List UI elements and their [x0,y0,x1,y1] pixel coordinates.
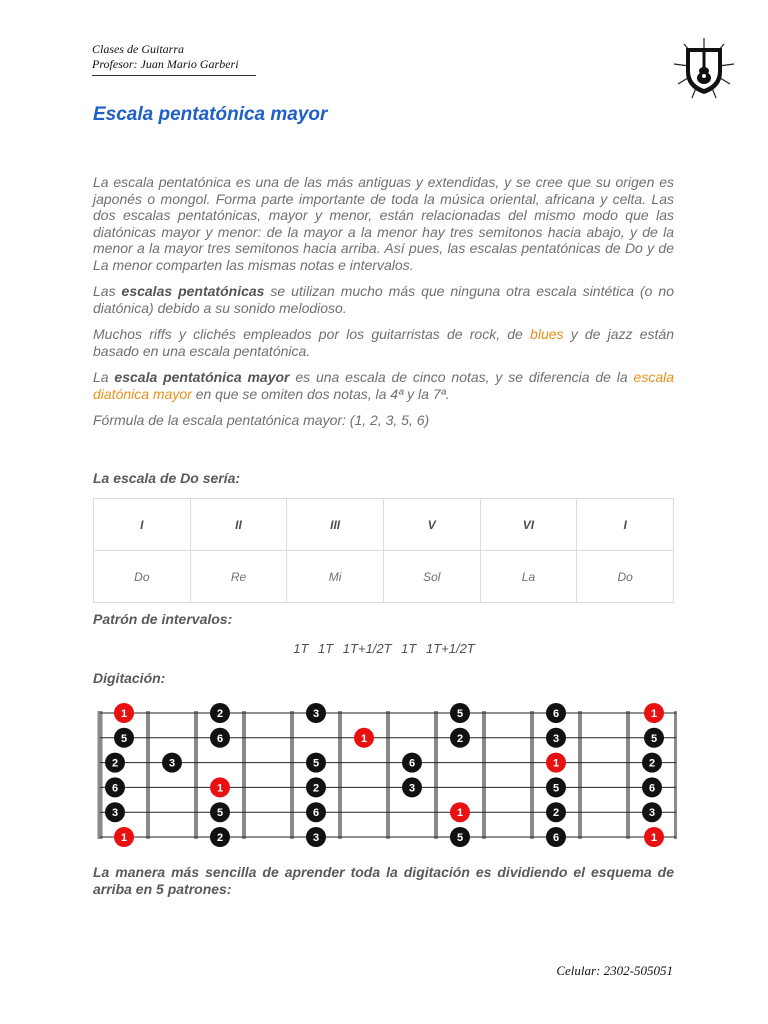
note-label: 3 [552,732,560,745]
header-course: Clases de Guitarra [92,42,185,56]
note-label: 3 [648,807,656,820]
note-label: 5 [312,757,320,770]
fret-line [146,711,150,839]
note-label: 5 [216,807,224,820]
note-label: 5 [456,708,464,720]
note-label: 3 [168,757,176,770]
note-label: 5 [456,832,464,844]
note-label: 1 [650,832,658,844]
note-label: 3 [111,807,119,820]
fret-line [338,711,342,839]
note-label: 2 [648,757,656,770]
note-label: 5 [552,782,560,795]
intro-paragraph: La escala pentatónica es una de las más antiguas y extendidas, y se cree que su origen es japonés o mongol. Forma parte importante de toda la música oriental, africana y celta. Las dos escalas pentatónicas, mayor y menor, están relacionadas del mismo modo que las diatónicas mayor y menor: de la mayor a la menor hay tres semitonos hacia abajo, y de la menor a la mayor tres semitonos hacia arriba. Así pues, las escalas pentatónicas de Do y de La menor comparten las mismas notas e intervalos. [93,174,674,273]
fret-line [578,711,582,839]
header-rule [92,75,256,76]
note-label: 1 [120,708,128,720]
fret-line [290,711,294,839]
footer-phone: Celular: 2302-505051 [556,963,673,978]
degree-cell: I [577,499,674,551]
riffs-paragraph: Muchos riffs y clichés empleados por los guitarristas de rock, de blues y de jazz están basado en una escala pentatónica. [93,326,674,359]
note-label: 1 [216,782,224,795]
note-label: 1 [552,757,560,770]
fret-line [242,711,246,839]
note-cell: Do [577,551,674,603]
note-cell: Re [190,551,287,603]
definition-paragraph: La escala pentatónica mayor es una escala de cinco notas, y se diferencia de la escala diatónica mayor en que se omiten dos notas, la 4ª y la 7ª. [93,369,675,402]
note-label: 1 [360,732,368,745]
note-label: 6 [408,757,416,770]
degree-cell: III [287,499,384,551]
degree-row [94,499,674,551]
note-label: 3 [312,708,320,720]
degree-cell: V [383,499,480,551]
note-label: 2 [312,782,320,795]
scale-table [93,498,674,603]
note-label: 3 [408,782,416,795]
note-label: 6 [216,732,224,745]
fret-line [98,711,103,839]
note-cell: Sol [383,551,480,603]
fret-line [530,711,534,839]
note-label: 2 [552,807,560,820]
degree-cell: I [94,499,191,551]
closing-paragraph: La manera más sencilla de aprender toda la digitación es dividiendo el esquema de arriba en 5 patrones: [93,864,674,897]
note-cell: La [480,551,577,603]
note-label: 6 [312,807,320,820]
note-label: 5 [120,732,128,745]
note-label: 6 [111,782,119,795]
fret-line [674,711,677,839]
fingering-heading: Digitación: [93,670,166,686]
degree-cell: II [190,499,287,551]
note-label: 1 [650,708,658,720]
document-header [92,42,256,76]
intervals-pattern: 1T 1T 1T+1/2T 1T 1T+1/2T [293,641,475,656]
blues-link[interactable]: blues [530,326,564,342]
note-label: 5 [650,732,658,745]
note-label: 2 [111,757,119,770]
note-cell: Mi [287,551,384,603]
note-label: 2 [216,708,224,720]
diatonic-scale-link[interactable]: escala diatónica mayor [93,369,675,402]
note-label: 6 [552,708,560,720]
fret-line [386,711,390,839]
note-label: 6 [648,782,656,795]
note-label: 1 [120,832,128,844]
formula-paragraph: Fórmula de la escala pentatónica mayor: (1, 2, 3, 5, 6) [93,412,430,428]
header-teacher: Profesor: Juan Mario Garberi [92,57,239,71]
note-label: 2 [456,732,464,745]
fret-line [434,711,438,839]
fret-line [626,711,630,839]
note-label: 2 [216,832,224,844]
bold-term: escalas pentatónicas [121,283,265,299]
usage-paragraph: Las escalas pentatónicas se utilizan mucho más que ninguna otra escala sintética (o no diatónica) debido a su sonido melodioso. [93,283,674,316]
note-cell: Do [94,551,191,603]
intervals-heading: Patrón de intervalos: [93,611,233,627]
note-row [94,551,674,603]
bold-term: escala pentatónica mayor [114,369,290,385]
fret-line [194,711,198,839]
degree-cell: VI [480,499,577,551]
page-title: Escala pentatónica mayor [93,104,328,125]
note-label: 1 [456,807,464,820]
fret-line [482,711,486,839]
guitar-crest-icon [672,36,736,100]
fretboard-diagram [93,700,677,848]
note-label: 3 [312,832,320,844]
note-label: 6 [552,832,560,844]
body-text [93,174,674,439]
scale-heading: La escala de Do sería: [93,470,241,486]
